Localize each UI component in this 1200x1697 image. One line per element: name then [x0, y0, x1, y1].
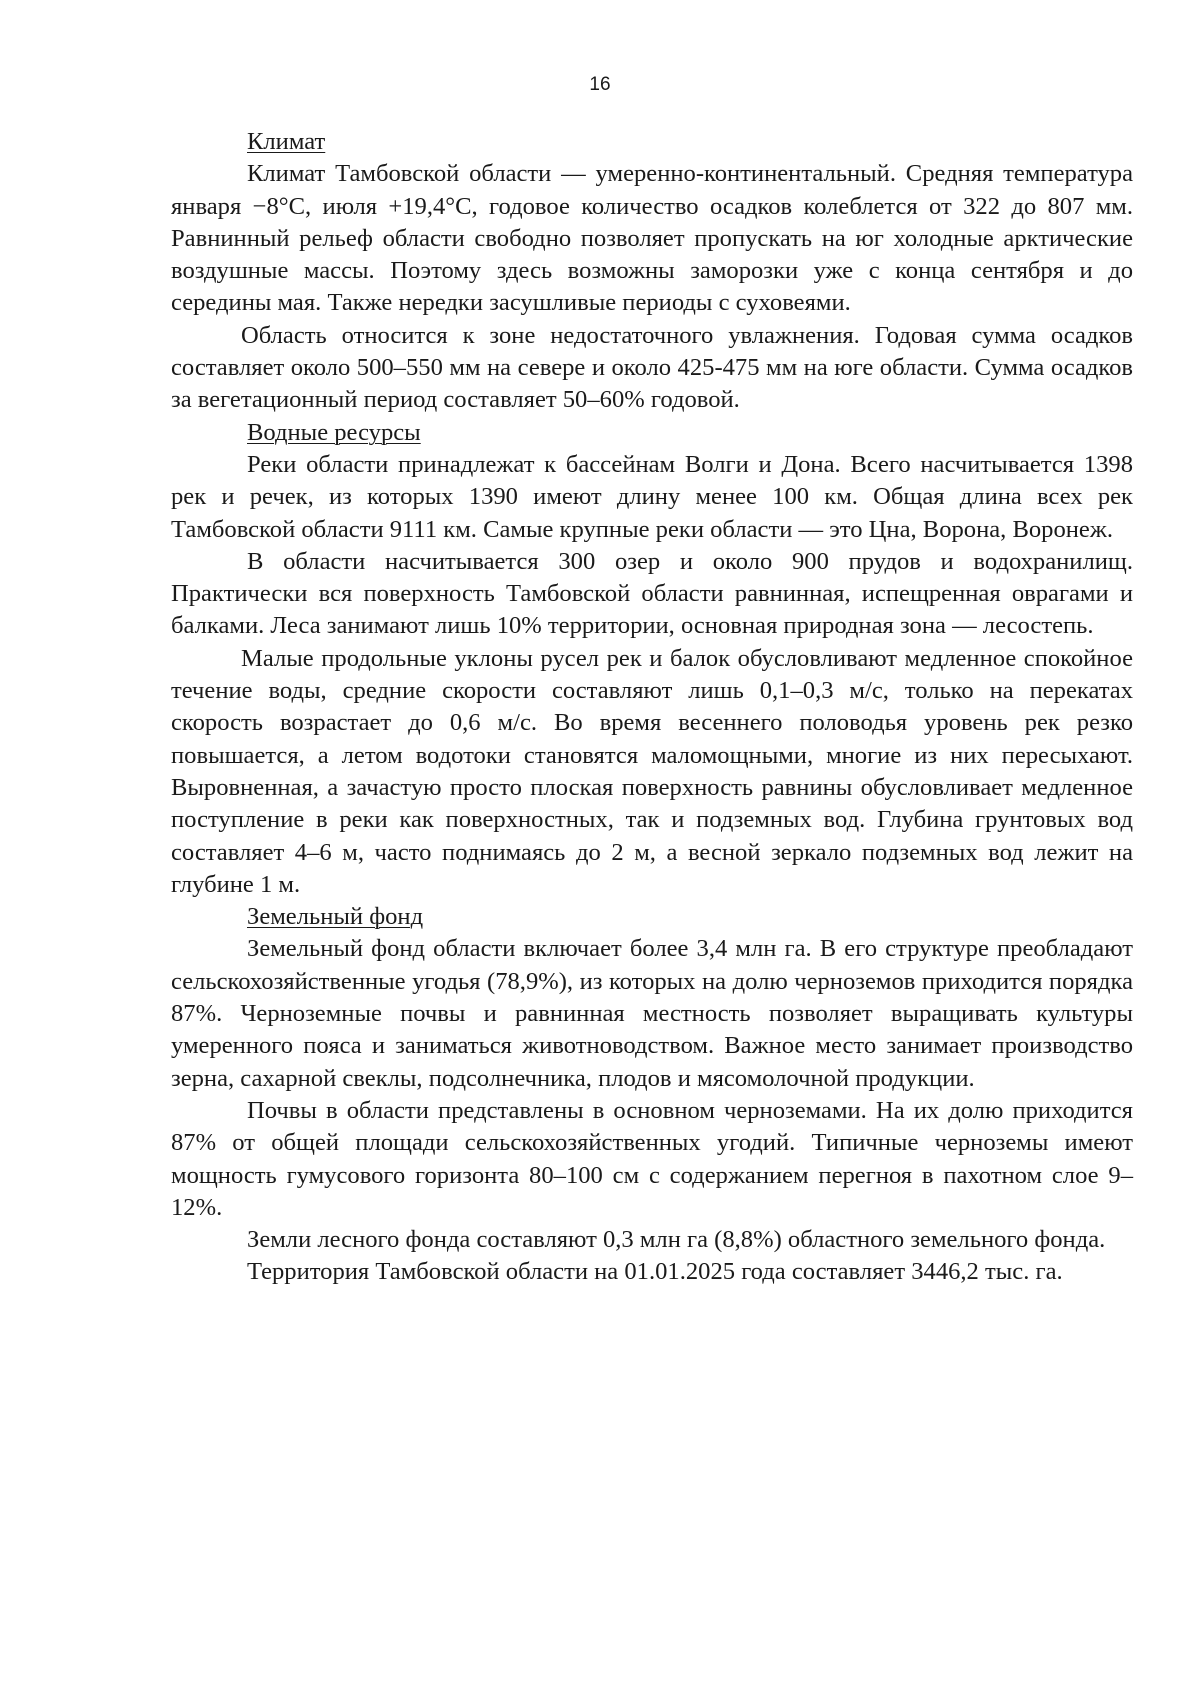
paragraph-land-4: Территория Тамбовской области на 01.01.2025 года составляет 3446,2 тыс. га.: [247, 1258, 1063, 1286]
section-heading-water: Водные ресурсы: [247, 418, 421, 446]
paragraph-land-3: Земли лесного фонда составляют 0,3 млн га (8,8%) областного земельного фонда.: [247, 1226, 1106, 1254]
paragraph-land-1: Земельный фонд области включает более 3,4 млн га. В его структуре преобладают сельскохозяйственные угодья (78,9%), из которых на долю черноземов приходится порядка 87%. Черноземные почвы и равнинная местность позволяет выращивать культуры умеренного пояса и заниматься животноводством. Важное место занимает производство зерна, сахарной свеклы, подсолнечника, плодов и мясомолочной продукции.: [171, 935, 1133, 1092]
paragraph-climate-2: Область относится к зоне недостаточного увлажнения. Годовая сумма осадков составляет около 500–550 мм на севере и около 425-475 мм на юге области. Сумма осадков за вегетационный период составляет 50–60% годовой.: [171, 321, 1133, 414]
page-number: 16: [589, 74, 611, 95]
paragraph-climate-1: Климат Тамбовской области — умеренно-континентальный. Средняя температура января −8°С, июля +19,4°С, годовое количество осадков колеблется от 322 до 807 мм. Равнинный рельеф области свободно позволяет пропускать на юг холодные арктические воздушные массы. Поэтому здесь возможны заморозки уже с конца сентября и до середины мая. Также нередки засушливые периоды с суховеями.: [171, 160, 1133, 317]
document-body: [171, 126, 1133, 1289]
paragraph-water-3: Малые продольные уклоны русел рек и балок обусловливают медленное спокойное течение воды, средние скорости составляют лишь 0,1–0,3 м/с, только на перекатах скорость возрастает до 0,6 м/с. Во время весеннего половодья уровень рек резко повышается, а летом водотоки становятся маломощными, многие из них пересыхают. Выровненная, а зачастую просто плоская поверхность равнины обусловливает медленное поступление в реки как поверхностных, так и подземных вод. Глубина грунтовых вод составляет 4–6 м, часто поднимаясь до 2 м, а весной зеркало подземных вод лежит на глубине 1 м.: [171, 644, 1133, 898]
paragraph-land-2: Почвы в области представлены в основном черноземами. На их долю приходится 87% от общей площади сельскохозяйственных угодий. Типичные черноземы имеют мощность гумусового горизонта 80–100 см с содержанием перегноя в пахотном слое 9–12%.: [171, 1096, 1133, 1221]
paragraph-water-2: В области насчитывается 300 озер и около 900 прудов и водохранилищ. Практически вся поверхность Тамбовской области равнинная, испещренная оврагами и балками. Леса занимают лишь 10% территории, основная природная зона — лесостепь.: [171, 547, 1133, 640]
section-heading-climate: Климат: [247, 128, 326, 155]
paragraph-water-1: Реки области принадлежат к бассейнам Волги и Дона. Всего насчитывается 1398 рек и речек, из которых 1390 имеют длину менее 100 км. Общая длина всех рек Тамбовской области 9111 км. Самые крупные реки области — это Цна, Ворона, Воронеж.: [171, 450, 1133, 543]
section-heading-land: Земельный фонд: [247, 903, 424, 931]
